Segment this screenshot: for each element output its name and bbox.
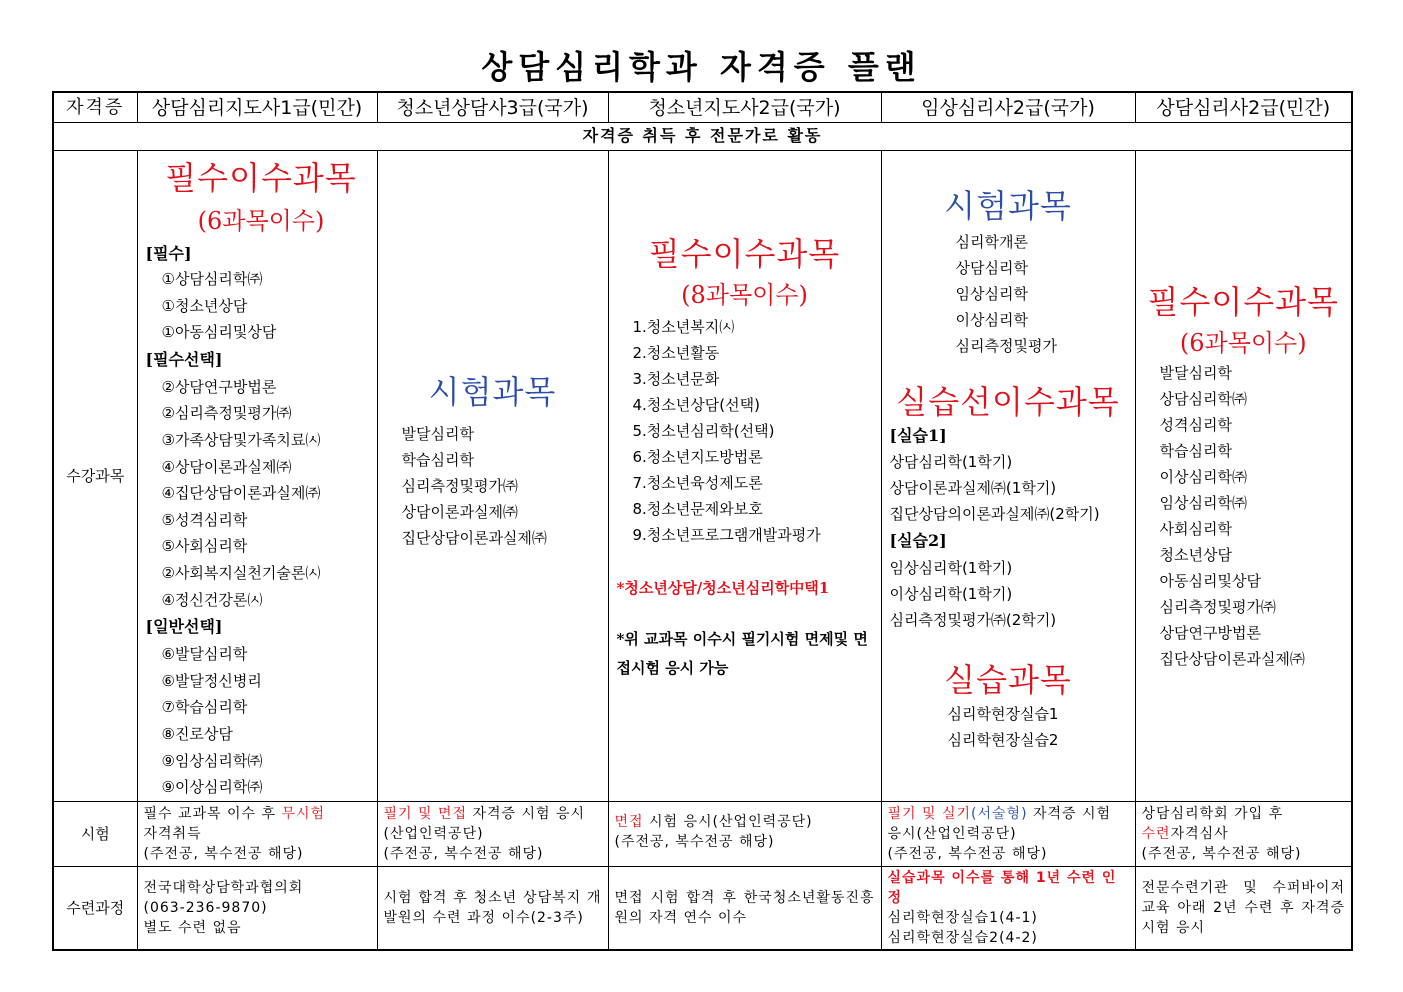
course-item: ⑤성격심리학	[161, 510, 248, 529]
header-label: 자격증	[53, 92, 137, 123]
course-item: ①상담심리학㈜	[161, 270, 263, 288]
course-item: ⑧진로상담	[161, 724, 233, 743]
course-item: 아동심리및상담	[1159, 572, 1261, 590]
course-item: 심리학현장실습2	[947, 731, 1059, 749]
exam-highlight: 면접	[614, 813, 644, 830]
training-highlight: 실습과목 이수를 통해 1년 수련 인정	[887, 869, 1117, 906]
section-practice-2: [실습2]	[889, 531, 947, 550]
courses-cert-5	[1135, 151, 1352, 802]
courses-row	[53, 151, 1352, 802]
course-item: 임상심리학㈜	[1159, 494, 1247, 512]
course-item: 4.청소년상담(선택)	[632, 396, 760, 414]
training-text: 전문수련기관 및 수퍼바이저 교육 아래 2년 수련 후 자격증 시험 응시	[1141, 879, 1345, 936]
exam-cert-5	[1135, 801, 1352, 866]
course-item: 상담이론과실제㈜(1학기)	[889, 479, 1057, 497]
exemption-note: *위 교과목 이수시 필기시험 면제및 면접시험 응시 가능	[616, 630, 868, 677]
course-item: ③가족상담및가족치료㈆	[161, 430, 321, 449]
course-item: 5.청소년심리학(선택)	[632, 422, 775, 440]
course-item: 3.청소년문화	[632, 370, 720, 388]
course-item: 7.청소년육성제도론	[632, 474, 763, 492]
course-item: ④정신건강론㈆	[161, 590, 263, 609]
cert-header-1: 상담심리지도사1급(민간)	[137, 92, 377, 123]
course-item: 2.청소년활동	[632, 344, 720, 362]
course-item: 1.청소년복지㈆	[632, 318, 735, 336]
required-subheading: (8과목이수)	[681, 281, 808, 309]
course-item: 집단상담이론과실제㈜	[1159, 650, 1305, 668]
course-item: 심리학개론	[955, 233, 1028, 251]
training-text: 별도 수련 없음	[143, 919, 242, 936]
exam-text: (주전공, 복수전공 해당)	[383, 845, 544, 862]
course-item: ⑨이상심리학㈜	[161, 778, 263, 797]
course-item: 사회심리학	[1159, 520, 1232, 538]
exam-highlight: 필기 및 실기	[887, 805, 972, 822]
training-row	[53, 866, 1352, 950]
course-item: 이상심리학(1학기)	[889, 585, 1013, 603]
course-item: 집단상담이론과실제㈜	[401, 529, 547, 547]
training-text: 시험 합격 후 청소년 상담복지 개발원의 수련 과정 이수(2-3주)	[383, 889, 602, 926]
required-subheading: (6과목이수)	[1179, 329, 1307, 357]
exam-text: 상담심리학회 가입 후	[1141, 805, 1284, 822]
cert-header-4: 임상심리사2급(국가)	[881, 92, 1135, 123]
elective-note: *청소년상담/청소년심리학中택1	[616, 579, 830, 597]
course-item: 심리측정및평가㈜	[1159, 598, 1276, 616]
cert-header-5: 상담심리사2급(민간)	[1135, 92, 1352, 123]
cert-header-3: 청소년지도사2급(국가)	[608, 92, 881, 123]
exam-text: 필수 교과목 이수 후	[143, 805, 282, 822]
cert-header-2: 청소년상담사3급(국가)	[377, 92, 608, 123]
course-item: ⑤사회심리학	[161, 537, 248, 556]
training-cert-4	[881, 866, 1135, 950]
exam-text: 자격심사	[1170, 825, 1229, 842]
exam-text: 자격증 시험 응시(산업인력공단)	[383, 805, 586, 842]
courses-cert-3	[608, 151, 881, 802]
course-item: 발달심리학	[401, 425, 474, 443]
training-text: 면접 시험 합격 후 한국청소년활동진흥원의 자격 연수 이수	[614, 889, 875, 926]
course-item: 심리측정및평가㈜	[401, 477, 518, 495]
course-item: ⑥발달정신병리	[161, 671, 262, 690]
exam-text: (주전공, 복수전공 해당)	[887, 845, 1048, 862]
exam-subjects-heading: 시험과목	[944, 187, 1072, 225]
course-item: 9.청소년프로그램개발과평가	[632, 526, 821, 544]
course-item: ⑥발달심리학	[161, 645, 248, 664]
exam-highlight: 수련	[1141, 825, 1171, 842]
row-label-training: 수련과정	[53, 866, 137, 950]
exam-text: (주전공, 복수전공 해당)	[1141, 845, 1302, 862]
course-item: 심리학현장실습1	[947, 705, 1059, 723]
exam-row	[53, 801, 1352, 866]
section-required: [필수]	[145, 244, 192, 263]
course-item: 상담연구방법론	[1159, 624, 1261, 642]
required-heading: 필수이수과목	[165, 159, 357, 197]
course-item: 학습심리학	[1159, 442, 1232, 460]
cert-plan-table	[52, 91, 1353, 951]
training-cert-1	[137, 866, 377, 950]
course-item: ②심리측정및평가㈜	[161, 404, 292, 423]
course-item: 발달심리학	[1159, 364, 1232, 382]
row-label-exam: 시험	[53, 801, 137, 866]
subheader-row	[53, 123, 1352, 151]
training-text: 심리학현장실습2(4-2)	[887, 929, 1038, 946]
section-practice-1: [실습1]	[889, 426, 947, 445]
section-general: [일반선택]	[145, 617, 223, 637]
course-item: 임상심리학(1학기)	[889, 559, 1013, 577]
training-phone: (063-236-9870)	[143, 899, 268, 916]
exam-highlight: 필기 및 면접	[383, 805, 468, 822]
training-cert-3	[608, 866, 881, 950]
exam-text: 자격증 시험 응시(산업인력공단)	[887, 805, 1112, 842]
row-label-courses: 수강과목	[53, 151, 137, 802]
course-item: 성격심리학	[1159, 416, 1232, 434]
exam-highlight: 무시험	[281, 805, 326, 822]
course-item: 8.청소년문제와보호	[632, 500, 763, 518]
practice-heading: 실습과목	[944, 661, 1072, 699]
required-subheading: (6과목이수)	[197, 207, 325, 235]
header-row	[53, 92, 1352, 123]
courses-cert-4	[881, 151, 1135, 802]
exam-text: 자격취득	[143, 825, 202, 842]
exam-subjects-heading: 시험과목	[428, 373, 557, 411]
exam-text: (주전공, 복수전공 해당)	[143, 845, 304, 862]
training-cert-5	[1135, 866, 1352, 950]
course-item: 상담심리학	[955, 259, 1028, 277]
exam-cert-3	[608, 801, 881, 866]
course-item: 상담심리학(1학기)	[889, 453, 1013, 471]
course-item: 청소년상담	[1159, 546, 1232, 564]
course-item: ①청소년상담	[161, 296, 248, 315]
required-heading: 필수이수과목	[1147, 283, 1339, 321]
training-text: 심리학현장실습1(4-1)	[887, 909, 1038, 926]
course-item: 심리측정및평가	[955, 337, 1057, 355]
course-item: ②사회복지실천기술론㈆	[161, 563, 321, 582]
course-item: 임상심리학	[955, 285, 1028, 303]
course-item: ①아동심리및상담	[161, 323, 277, 342]
course-item: 상담이론과실제㈜	[401, 503, 518, 521]
subheader: 자격증 취득 후 전문가로 활동	[53, 123, 1352, 151]
course-item: ⑨임상심리학㈜	[161, 751, 263, 770]
exam-cert-4	[881, 801, 1135, 866]
course-item: 심리측정및평가㈜(2학기)	[889, 611, 1057, 629]
required-heading: 필수이수과목	[648, 235, 841, 273]
exam-cert-1	[137, 801, 377, 866]
training-text: 전국대학상담학과협의회	[143, 879, 304, 896]
exam-text: 시험 응시(산업인력공단)	[643, 813, 813, 830]
exam-text: (주전공, 복수전공 해당)	[614, 833, 775, 850]
courses-cert-1	[137, 151, 377, 802]
practice-prerequisite-heading: 실습선이수과목	[896, 383, 1120, 421]
course-item: ②상담연구방법론	[161, 377, 277, 396]
course-item: 학습심리학	[401, 451, 474, 469]
course-item: 집단상담의이론과실제㈜(2학기)	[889, 505, 1100, 523]
course-item: 이상심리학	[955, 311, 1028, 329]
exam-highlight-blue: (서술형)	[971, 805, 1028, 822]
training-cert-2	[377, 866, 608, 950]
course-item: 6.청소년지도방법론	[632, 448, 763, 466]
course-item: ④상담이론과실제㈜	[161, 457, 292, 476]
courses-cert-2	[377, 151, 608, 802]
course-item: 상담심리학㈜	[1159, 390, 1247, 408]
page-title: 상담심리학과 자격증 플랜	[481, 48, 922, 86]
exam-cert-2	[377, 801, 608, 866]
course-item: 이상심리학㈜	[1159, 468, 1247, 486]
section-required-elective: [필수선택]	[145, 349, 223, 369]
course-item: ④집단상담이론과실제㈜	[161, 484, 321, 503]
course-item: ⑦학습심리학	[161, 698, 248, 717]
